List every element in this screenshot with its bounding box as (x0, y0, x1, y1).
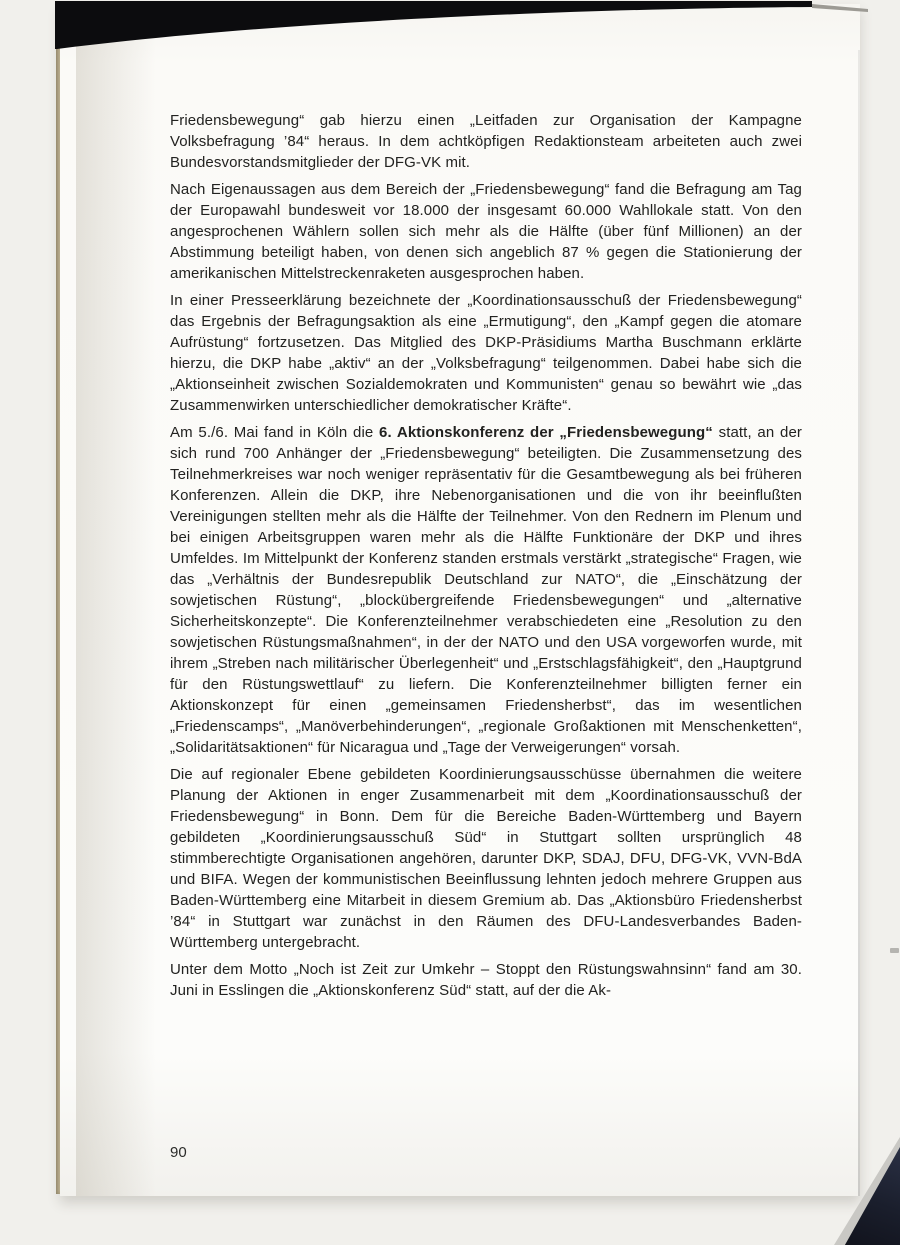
scan-artifact (890, 948, 899, 953)
text-segment: In einer Presseerklärung bezeichnete der „Koordinationsausschuß der Friedensbewegung“ das Ergebnis der Befragungsaktion als eine „Ermutigung“, den „Kampf gegen die atomare Aufrüstung“ fortzusetzen. Das Mitglied des DKP-Präsidiums Martha Buschmann erklärte hierzu, die DKP habe „aktiv“ an der „Volksbefragung“ teilgenommen. Dabei habe sich die „Aktionseinheit zwischen Sozialdemokraten und Kommunisten“ genau so bewährt wie „das Zusammenwirken unterschiedlicher demokratischer Kräfte“. (170, 292, 802, 414)
book-page (60, 4, 860, 1196)
paragraph-1 (170, 110, 802, 173)
book-cover-top-edge (0, 0, 900, 60)
paragraph-4 (170, 422, 802, 758)
text-segment: Friedensbewegung“ gab hierzu einen „Leitfaden zur Organisation der Kampagne Volksbefragung ’84“ heraus. In dem achtköpfigen Redaktionsteam arbeiteten auch zwei Bundesvorstandsmitglieder der DFG-VK mit. (170, 112, 802, 171)
text-segment: Die auf regionaler Ebene gebildeten Koordinierungsausschüsse übernahmen die weitere Planung der Aktionen in enger Zusammenarbeit mit dem „Koordinationsausschuß der Friedensbewegung“ in Bonn. Dem für die Bereiche Baden-Württemberg und Bayern gebildeten „Koordinierungsausschuß Süd“ in Stuttgart sollten ursprünglich 48 stimmberechtigte Organisationen angehören, darunter DKP, SDAJ, DFU, DFG-VK, VVN-BdA und BIFA. Wegen der kommunistischen Beeinflussung lehnten jedoch mehrere Gruppen aus Baden-Württemberg eine Mitarbeit in diesem Gremium ab. Das „Aktionsbüro Friedensherbst ’84“ in Stuttgart war zunächst in den Räumen des DFU-Landesverbandes Baden-Württemberg untergebracht. (170, 766, 802, 951)
paragraph-2 (170, 179, 802, 284)
page-number: 90 (170, 1144, 187, 1161)
text-segment: Nach Eigenaussagen aus dem Bereich der „Friedensbewegung“ fand die Befragung am Tag der Europawahl bundesweit vor 18.000 der insgesamt 60.000 Wahllokale statt. Von den angesprochenen Wählern sollen sich mehr als die Hälfte (über fünf Millionen) an der Abstimmung beteiligt haben, von denen sich angeblich 87 % gegen die Stationierung der amerikanischen Mittelstreckenraketen ausgesprochen haben. (170, 181, 802, 282)
text-segment: Am 5./6. Mai fand in Köln die (170, 424, 380, 441)
paragraph-6 (170, 959, 802, 1001)
paragraph-5 (170, 764, 802, 953)
text-segment: Unter dem Motto „Noch ist Zeit zur Umkehr – Stoppt den Rüstungswahnsinn“ fand am 30. Juni in Esslingen die „Aktionskonferenz Süd“ statt, auf der die Ak- (170, 961, 802, 999)
paragraph-3 (170, 290, 802, 416)
conference-heading-bold: 6. Aktionskonferenz der „Friedensbewegung“ (379, 424, 713, 441)
text-segment: statt, an der sich rund 700 Anhänger der „Friedensbewegung“ beteiligten. Die Zusammensetzung des Teilnehmerkreises war noch weniger repräsentativ für die Gesamtbewegung als bei früheren Konferenzen. Allein die DKP, ihre Nebenorganisationen und die von ihr beeinflußten Vereinigungen stellten mehr als die Hälfte der Teilnehmer. Von den Rednern im Plenum und bei einigen Arbeitsgruppen waren mehr als die Hälfte Funktionäre der DKP und ihres Umfeldes. Im Mittelpunkt der Konferenz standen erstmals verstärkt „strategische“ Fragen, wie das „Verhältnis der Bundesrepublik Deutschland zur NATO“, die „Einschätzung der sowjetischen Rüstung“, „blockübergreifende Friedensbewegungen“ und „alternative Sicherheitskonzepte“. Die Konferenzteilnehmer verabschiedeten eine „Resolution zu den sowjetischen Rüstungsmaßnahmen“, in der der NATO und den USA vorgeworfen wurde, mit ihrem „Streben nach militärischer Überlegenheit“ und „Erstschlagsfähigkeit“, den „Hauptgrund für den Rüstungswettlauf“ zu liefern. Die Konferenzteilnehmer billigten ferner ein Aktionskonzept für einen „gemeinsamen Friedensherbst“, das im wesentlichen „Friedenscamps“, „Manöverbehinderungen“, „regionale Großaktionen mit Menschenketten“, „Solidaritätsaktionen“ für Nicaragua und „Tage der Verweigerungen“ vorsah. (170, 424, 802, 756)
page-text-block (170, 110, 802, 1007)
